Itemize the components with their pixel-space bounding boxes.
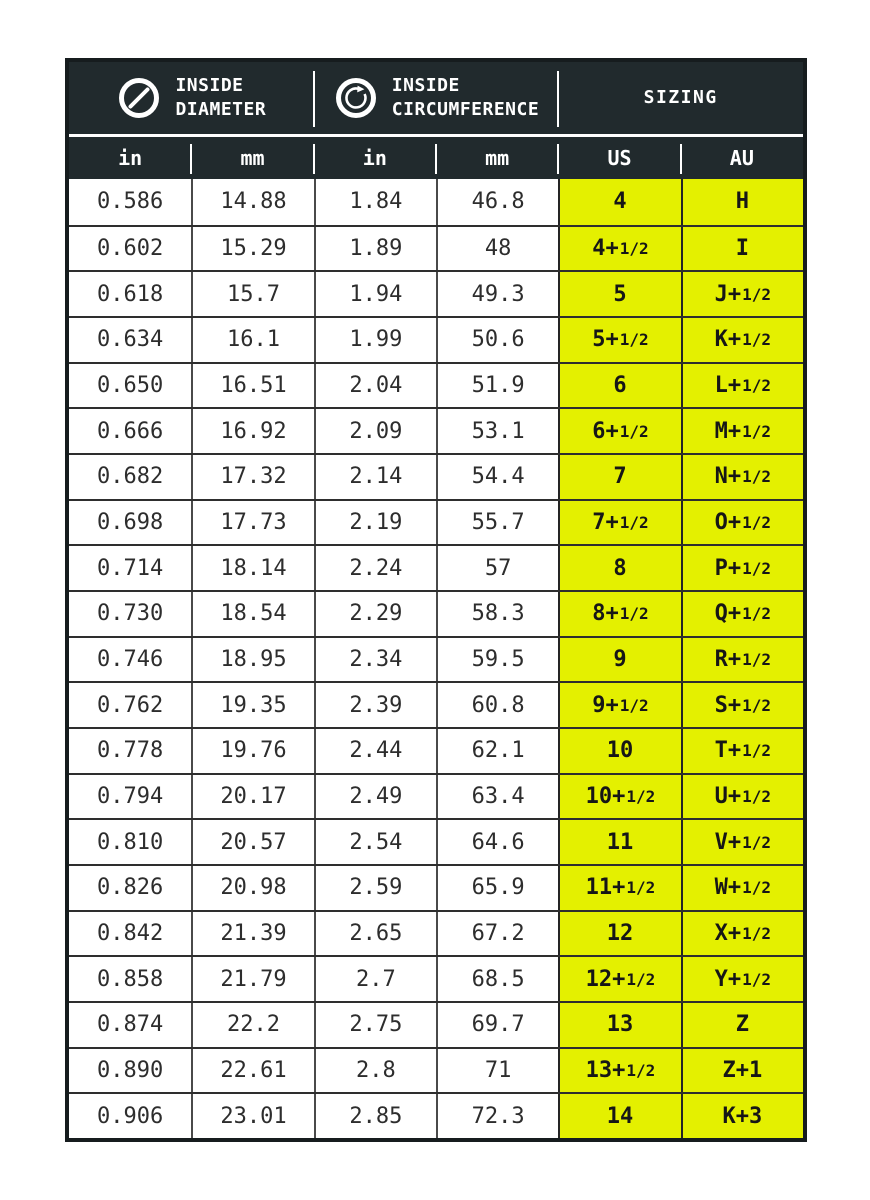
unit-header-size-us: US [558,137,680,179]
cell-circumference-in: 2.04 [314,364,436,408]
cell-circumference-mm: 72.3 [436,1094,558,1138]
table-row [69,727,803,773]
cell-circumference-mm: 49.3 [436,272,558,316]
table-row [69,1047,803,1093]
cell-diameter-in: 0.810 [97,829,164,855]
cell-diameter-mm: 19.35 [191,683,313,727]
header-groups [69,62,803,134]
cell-diameter-in: 0.682 [97,464,164,490]
table-row [69,636,803,682]
cell-size-au: K+ 1/2 [681,318,803,362]
cell-size-us: 10 [558,729,680,773]
cell-diameter-in: 0.602 [97,235,164,261]
cell-diameter-in: 0.762 [97,692,164,718]
cell-circumference-in: 1.99 [314,318,436,362]
cell-size-us: 12+ 1/2 [558,957,680,1001]
cell-circumference-in: 2.7 [314,957,436,1001]
cell-circumference-mm: 69.7 [436,1003,558,1047]
cell-circumference-in: 2.29 [314,592,436,636]
cell-size-us: 4+ 1/2 [558,227,680,271]
cell-diameter-mm: 18.54 [191,592,313,636]
cell-diameter-mm: 23.01 [191,1094,313,1138]
cell-diameter-mm: 20.17 [191,775,313,819]
cell-size-au: I [681,227,803,271]
group-label-inside-circumference: INSIDE CIRCUMFERENCE [391,75,540,120]
cell-size-au: T+ 1/2 [681,729,803,773]
cell-size-au: M+ 1/2 [681,409,803,453]
cell-size-au: V+ 1/2 [681,820,803,864]
unit-header-circumference-mm: mm [436,137,558,179]
cell-size-us: 13+ 1/2 [558,1049,680,1093]
cell-circumference-in: 1.94 [314,272,436,316]
cell-diameter-in: 0.698 [97,509,164,535]
cell-circumference-in: 2.39 [314,683,436,727]
unit-header-circumference-in: in [314,137,436,179]
header-group-inside-diameter [69,62,314,134]
cell-diameter-in: 0.778 [97,738,164,764]
table-body [69,179,803,1138]
cell-circumference-mm: 59.5 [436,638,558,682]
table-row [69,1001,803,1047]
table-row [69,818,803,864]
cell-diameter-mm: 22.61 [191,1049,313,1093]
cell-size-us: 6 [558,364,680,408]
cell-circumference-in: 2.54 [314,820,436,864]
cell-circumference-mm: 57 [436,546,558,590]
cell-circumference-mm: 54.4 [436,455,558,499]
table-row [69,316,803,362]
cell-circumference-in: 2.14 [314,455,436,499]
cell-size-au: Q+ 1/2 [681,592,803,636]
cell-size-au: N+ 1/2 [681,455,803,499]
cell-diameter-mm: 14.88 [191,179,313,225]
table-row [69,453,803,499]
cell-circumference-mm: 67.2 [436,912,558,956]
cell-size-us: 4 [558,179,680,225]
cell-size-us: 12 [558,912,680,956]
cell-diameter-mm: 19.76 [191,729,313,773]
table-row [69,362,803,408]
cell-diameter-in: 0.858 [97,966,164,992]
cell-diameter-mm: 16.92 [191,409,313,453]
cell-diameter-in: 0.586 [97,189,164,215]
cell-size-us: 10+ 1/2 [558,775,680,819]
cell-diameter-mm: 15.7 [191,272,313,316]
cell-size-us: 7+ 1/2 [558,501,680,545]
header-group-sizing [558,62,803,134]
cell-diameter-in: 0.890 [97,1057,164,1083]
cell-size-au: J+ 1/2 [681,272,803,316]
group-label-inside-diameter: INSIDE DIAMETER [175,75,267,120]
cell-circumference-mm: 48 [436,227,558,271]
cell-circumference-mm: 50.6 [436,318,558,362]
cell-circumference-mm: 58.3 [436,592,558,636]
cell-diameter-mm: 20.98 [191,866,313,910]
cell-diameter-in: 0.650 [97,372,164,398]
diameter-icon [116,75,162,121]
chart-header [69,62,803,179]
cell-size-au: Y+ 1/2 [681,957,803,1001]
cell-circumference-in: 2.59 [314,866,436,910]
cell-diameter-in: 0.618 [97,281,164,307]
cell-diameter-in: 0.794 [97,783,164,809]
table-row [69,499,803,545]
cell-size-au: Z [681,1003,803,1047]
cell-diameter-in: 0.842 [97,920,164,946]
table-row [69,864,803,910]
cell-size-au: P+ 1/2 [681,546,803,590]
group-label-sizing: SIZING [643,87,718,109]
cell-diameter-mm: 17.73 [191,501,313,545]
cell-diameter-in: 0.826 [97,875,164,901]
table-row [69,590,803,636]
cell-size-us: 5 [558,272,680,316]
cell-size-au: W+ 1/2 [681,866,803,910]
cell-diameter-in: 0.746 [97,646,164,672]
cell-diameter-mm: 18.95 [191,638,313,682]
units-row [69,137,803,179]
cell-circumference-in: 2.44 [314,729,436,773]
cell-diameter-in: 0.906 [97,1103,164,1129]
cell-size-us: 9 [558,638,680,682]
cell-circumference-mm: 63.4 [436,775,558,819]
cell-diameter-in: 0.730 [97,601,164,627]
cell-diameter-in: 0.874 [97,1012,164,1038]
cell-size-au: X+ 1/2 [681,912,803,956]
table-row [69,407,803,453]
cell-diameter-mm: 18.14 [191,546,313,590]
cell-diameter-in: 0.714 [97,555,164,581]
cell-diameter-mm: 16.51 [191,364,313,408]
table-row [69,270,803,316]
table-row [69,544,803,590]
cell-diameter-mm: 21.79 [191,957,313,1001]
cell-circumference-in: 2.34 [314,638,436,682]
cell-circumference-in: 2.65 [314,912,436,956]
cell-circumference-mm: 64.6 [436,820,558,864]
cell-size-us: 13 [558,1003,680,1047]
cell-size-au: H [681,179,803,225]
cell-size-au: U+ 1/2 [681,775,803,819]
cell-diameter-in: 0.666 [97,418,164,444]
cell-size-au: L+ 1/2 [681,364,803,408]
cell-circumference-in: 2.8 [314,1049,436,1093]
cell-circumference-mm: 51.9 [436,364,558,408]
cell-diameter-mm: 17.32 [191,455,313,499]
unit-header-diameter-mm: mm [191,137,313,179]
table-row [69,681,803,727]
cell-diameter-mm: 22.2 [191,1003,313,1047]
cell-circumference-mm: 46.8 [436,179,558,225]
table-row [69,1092,803,1138]
cell-size-au: R+ 1/2 [681,638,803,682]
cell-size-us: 11 [558,820,680,864]
cell-circumference-mm: 60.8 [436,683,558,727]
cell-size-au: O+ 1/2 [681,501,803,545]
cell-circumference-in: 1.84 [314,179,436,225]
cell-circumference-in: 2.19 [314,501,436,545]
cell-diameter-mm: 15.29 [191,227,313,271]
cell-circumference-mm: 65.9 [436,866,558,910]
cell-size-au: S+ 1/2 [681,683,803,727]
cell-size-us: 5+ 1/2 [558,318,680,362]
cell-size-us: 9+ 1/2 [558,683,680,727]
cell-circumference-in: 1.89 [314,227,436,271]
table-row [69,910,803,956]
cell-diameter-mm: 16.1 [191,318,313,362]
circumference-icon [333,75,379,121]
cell-size-us: 7 [558,455,680,499]
unit-header-size-au: AU [681,137,803,179]
cell-size-au: Z+1 [681,1049,803,1093]
cell-diameter-mm: 20.57 [191,820,313,864]
cell-circumference-in: 2.75 [314,1003,436,1047]
cell-circumference-mm: 71 [436,1049,558,1093]
cell-size-us: 14 [558,1094,680,1138]
cell-circumference-mm: 55.7 [436,501,558,545]
cell-size-au: K+3 [681,1094,803,1138]
cell-circumference-mm: 53.1 [436,409,558,453]
cell-circumference-in: 2.24 [314,546,436,590]
cell-size-us: 11+ 1/2 [558,866,680,910]
unit-header-diameter-in: in [118,146,143,170]
cell-circumference-in: 2.49 [314,775,436,819]
chart-table [65,58,807,1142]
cell-circumference-in: 2.85 [314,1094,436,1138]
table-row [69,955,803,1001]
cell-circumference-mm: 62.1 [436,729,558,773]
cell-size-us: 8+ 1/2 [558,592,680,636]
cell-diameter-in: 0.634 [97,327,164,353]
cell-diameter-mm: 21.39 [191,912,313,956]
table-row [69,179,803,225]
header-group-inside-circumference [314,62,559,134]
cell-size-us: 8 [558,546,680,590]
cell-circumference-in: 2.09 [314,409,436,453]
cell-circumference-mm: 68.5 [436,957,558,1001]
cell-size-us: 6+ 1/2 [558,409,680,453]
table-row [69,773,803,819]
table-row [69,225,803,271]
